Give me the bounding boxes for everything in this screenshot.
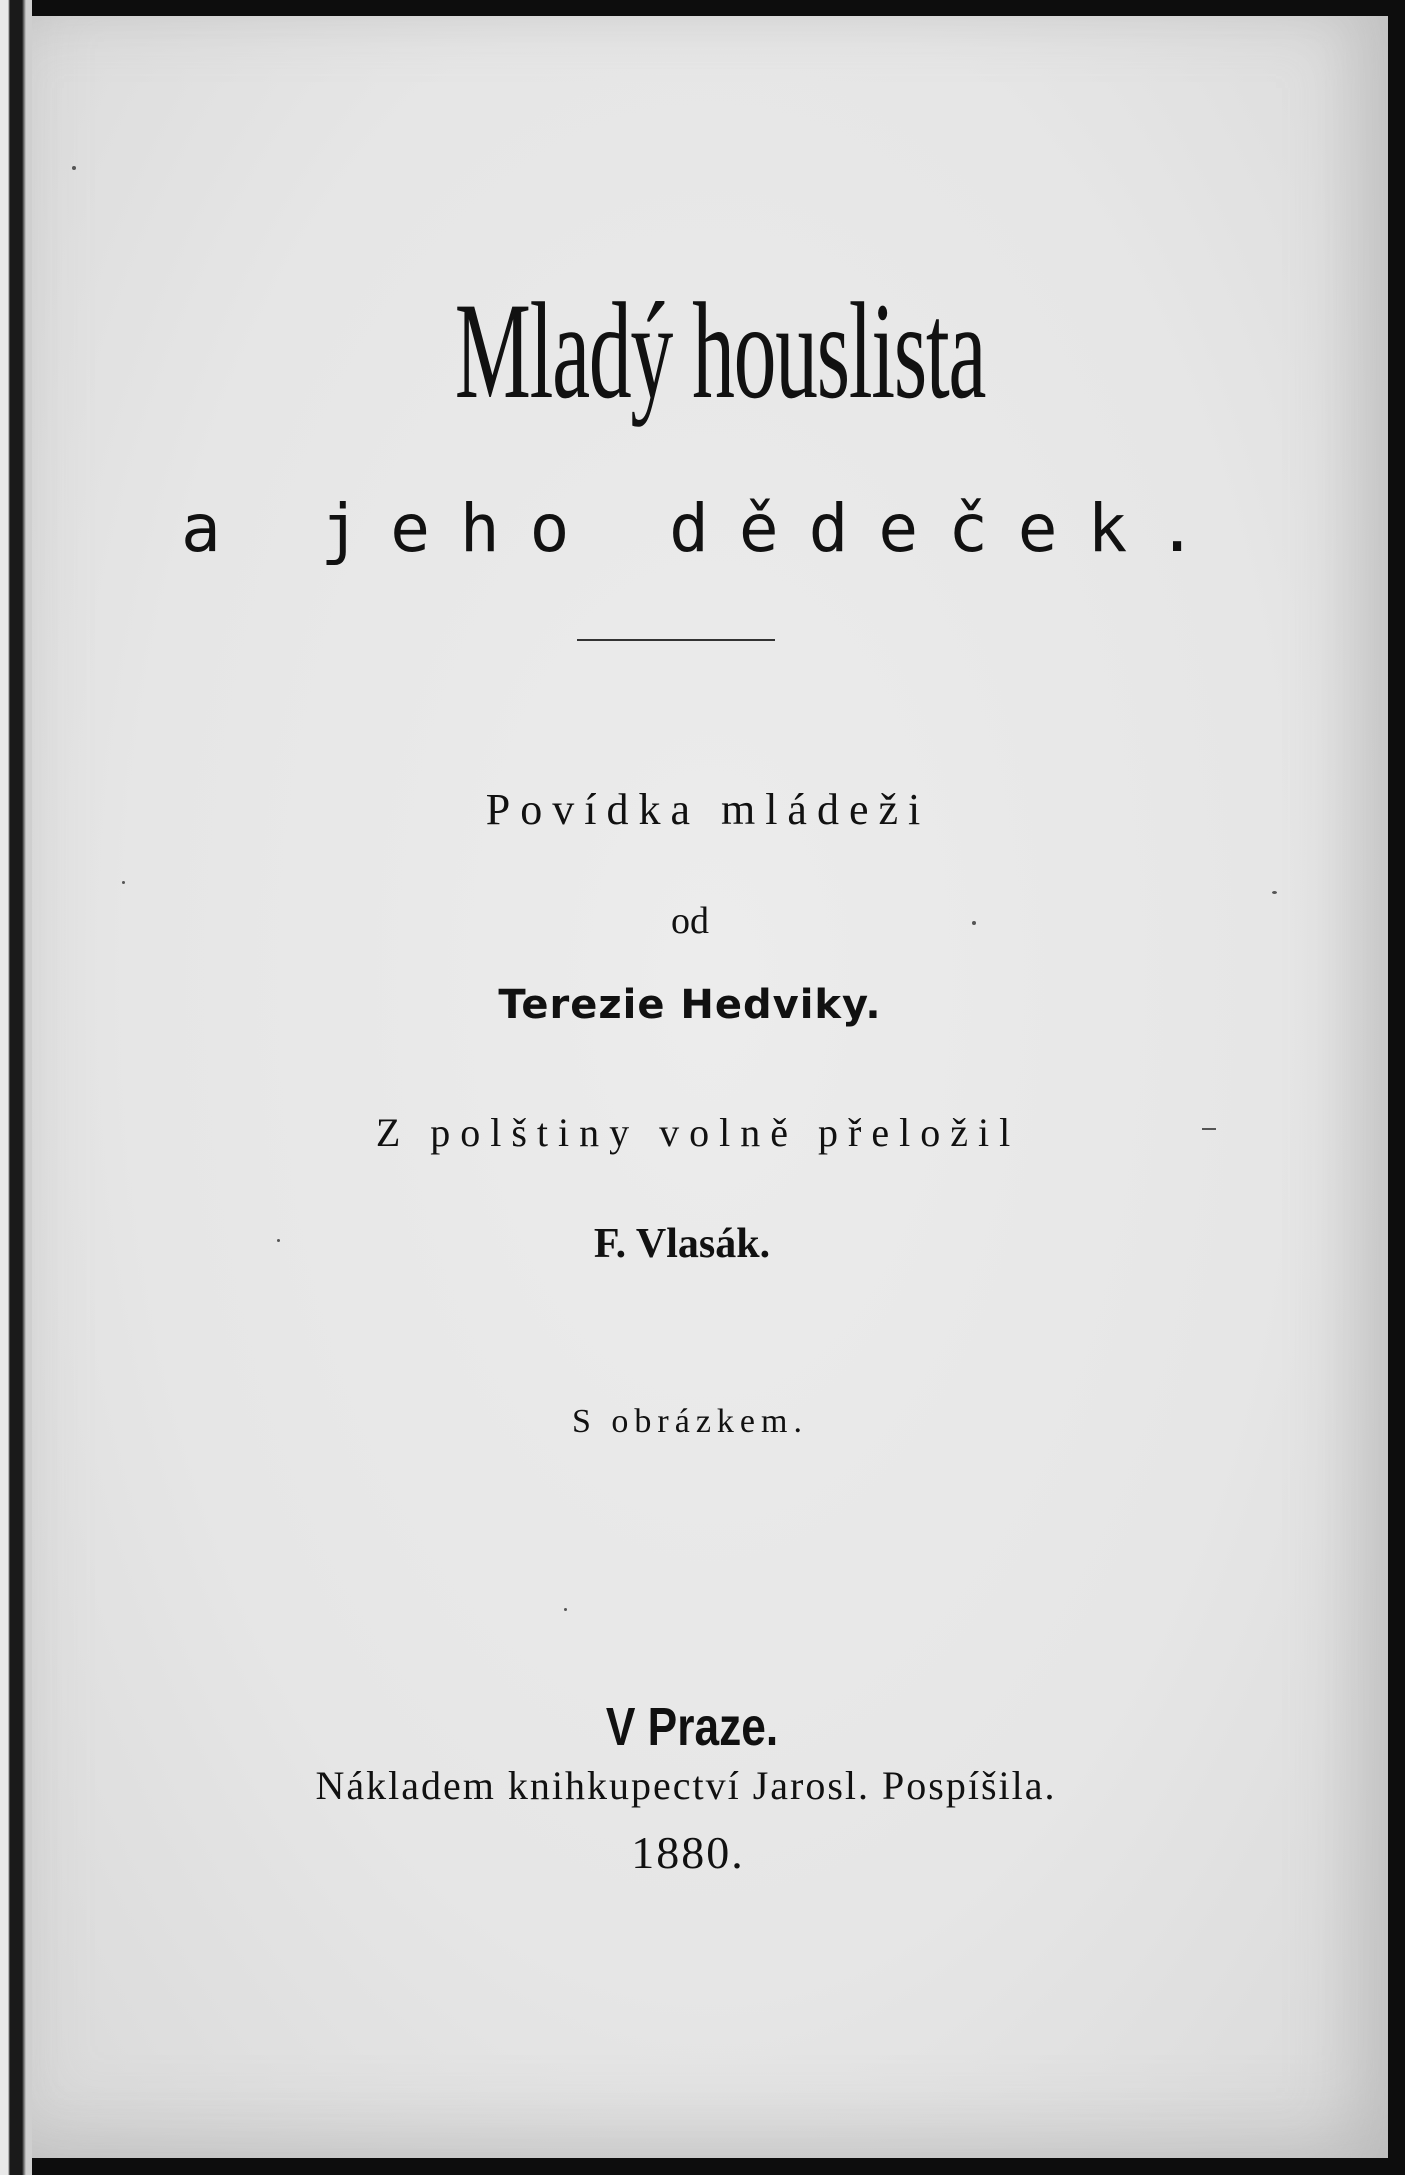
translator-name: F. Vlasák. <box>593 1221 771 1267</box>
genre-line: Povídka mládeži <box>485 785 931 834</box>
paper-speck <box>1272 891 1277 894</box>
publisher-line: Nákladem knihkupectví Jarosl. Pospíšila. <box>315 1763 1057 1808</box>
title-page <box>32 16 1388 2158</box>
paper-speck <box>972 921 976 925</box>
divider-rule <box>577 639 775 641</box>
publication-year: 1880. <box>631 1827 745 1878</box>
paper-speck <box>72 166 76 170</box>
author-name: Terezie Hedviky. <box>498 982 882 1028</box>
book-subtitle: a jeho dědeček. <box>180 490 1228 567</box>
paper-speck <box>564 1608 567 1611</box>
book-title: Mladý houslista <box>454 274 986 427</box>
translation-note: Z polštiny volně přeložil <box>375 1110 1021 1155</box>
by-line: od <box>671 900 709 942</box>
paper-speck <box>277 1239 280 1242</box>
paper-speck <box>1202 1128 1216 1130</box>
publication-city: V Praze. <box>605 1697 779 1757</box>
paper-speck <box>122 881 125 884</box>
illustration-note: S obrázkem. <box>572 1403 808 1440</box>
